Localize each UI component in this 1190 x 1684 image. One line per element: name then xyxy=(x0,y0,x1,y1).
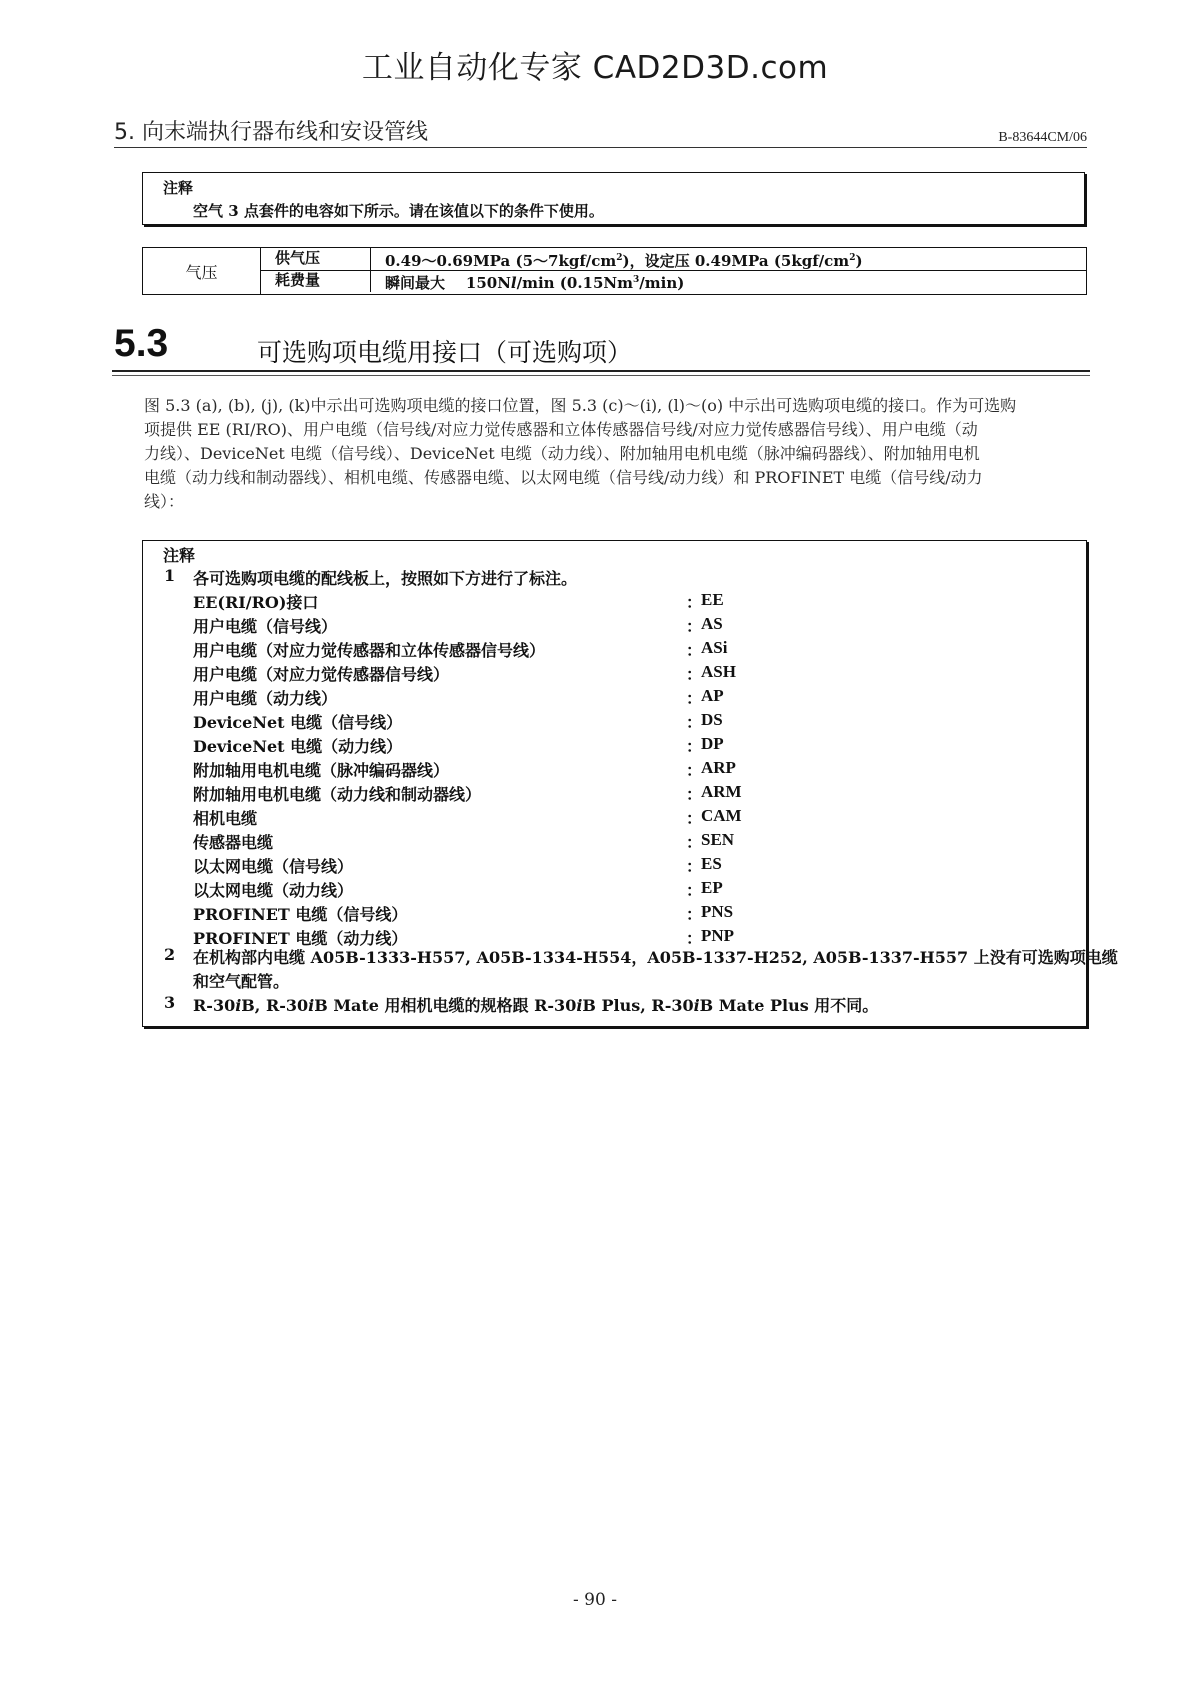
cable-code: AP xyxy=(701,686,724,705)
separator-colon: ： xyxy=(686,617,703,636)
item-text: R-30iB, R-30iB Mate 用相机电缆的规格跟 R-30iB Plus, R-30iB Mate Plus 用不同。 xyxy=(193,996,879,1015)
separator-colon: ： xyxy=(686,713,703,732)
row-label: 耗费量 xyxy=(261,270,371,292)
cable-label: DeviceNet 电缆（信号线） xyxy=(193,713,403,732)
separator-colon: ： xyxy=(686,833,703,852)
cable-code: EE xyxy=(701,590,724,609)
separator-colon: ： xyxy=(686,689,703,708)
separator-colon: ： xyxy=(686,809,703,828)
page-number: - 90 - xyxy=(573,1590,617,1610)
cable-label: 传感器电缆 xyxy=(193,833,274,852)
separator-colon: ： xyxy=(686,857,703,876)
cable-code: PNP xyxy=(701,926,735,945)
cable-label: 用户电缆（对应力觉传感器和立体传感器信号线） xyxy=(193,641,546,660)
cable-label: 以太网电缆（信号线） xyxy=(193,857,354,876)
section-number: 5.3 xyxy=(114,322,169,365)
intro-paragraph xyxy=(144,394,1086,514)
item-number: 1 xyxy=(164,566,176,585)
cable-label: DeviceNet 电缆（动力线） xyxy=(193,737,403,756)
intro-line: 项提供 EE (RI/RO)、用户电缆（信号线/对应力觉传感器和立体传感器信号线/对应力觉传感器信号线）、用户电缆（动 xyxy=(144,420,978,439)
cable-code: AS xyxy=(701,614,723,633)
table-row-supply-pressure xyxy=(261,248,1086,271)
cable-label: 相机电缆 xyxy=(193,809,258,828)
cable-code: CAM xyxy=(701,806,742,825)
table-row-consumption xyxy=(261,270,1086,292)
separator-colon: ： xyxy=(686,905,703,924)
chapter-title: 5. 向末端执行器布线和安设管线 xyxy=(114,120,428,145)
note-title: 注释 xyxy=(163,546,196,565)
cable-label: 用户电缆（信号线） xyxy=(193,617,338,636)
cable-code: ARM xyxy=(701,782,742,801)
cable-code: EP xyxy=(701,878,723,897)
cable-label: 用户电缆（动力线） xyxy=(193,689,338,708)
air-note-box xyxy=(142,172,1085,225)
cable-label: 用户电缆（对应力觉传感器信号线） xyxy=(193,665,450,684)
intro-line: 力线）、DeviceNet 电缆（信号线）、DeviceNet 电缆（动力线）、附加轴用电机电缆（脉冲编码器线）、附加轴用电机 xyxy=(144,444,980,463)
section-divider xyxy=(112,370,1090,372)
intro-line: 电缆（动力线和制动器线）、相机电缆、传感器电缆、以太网电缆（信号线/动力线）和 PROFINET 电缆（信号线/动力 xyxy=(144,468,983,487)
cable-label: EE(RI/RO)接口 xyxy=(193,593,319,612)
watermark-text: 工业自动化专家 CAD2D3D.com xyxy=(361,50,829,86)
table-header-air-pressure: 气压 xyxy=(143,248,261,294)
separator-colon: ： xyxy=(686,737,703,756)
row-label: 供气压 xyxy=(261,248,371,270)
cable-code: PNS xyxy=(701,902,734,921)
cable-code: ES xyxy=(701,854,722,873)
separator-colon: ： xyxy=(686,761,703,780)
cable-label: PROFINET 电缆（信号线） xyxy=(193,905,408,924)
cable-code: ASH xyxy=(701,662,736,681)
item-text: 和空气配管。 xyxy=(193,972,290,991)
air-pressure-table xyxy=(142,247,1087,295)
note-text: 空气 3 点套件的电容如下所示。请在该值以下的条件下使用。 xyxy=(193,202,604,220)
cable-label: 附加轴用电机电缆（脉冲编码器线） xyxy=(193,761,450,780)
cable-code: ARP xyxy=(701,758,736,777)
cable-code: DS xyxy=(701,710,723,729)
row-value: 0.49～0.69MPa $(5\sim 7kgf/cm^2)$，设定压 0.49MPa $(5kgf/cm^2)$ xyxy=(385,252,863,270)
note-title: 注释 xyxy=(163,179,194,197)
cable-label: PROFINET 电缆（动力线） xyxy=(193,929,408,948)
separator-colon: ： xyxy=(686,641,703,660)
item-number: 3 xyxy=(164,993,176,1012)
cable-code: SEN xyxy=(701,830,735,849)
intro-line: 图 5.3 (a), (b), (j), (k)中示出可选购项电缆的接口位置，图 5.3 (c)～(i), (l)～(o) 中示出可选购项电缆的接口。作为可选购 xyxy=(144,396,1017,415)
intro-line: 线）： xyxy=(144,492,185,511)
separator-colon: ： xyxy=(686,881,703,900)
separator-colon: ： xyxy=(686,665,703,684)
cable-note-box xyxy=(142,540,1118,1027)
item-text: 各可选购项电缆的配线板上，按照如下方进行了标注。 xyxy=(193,569,578,588)
cable-code: DP xyxy=(701,734,724,753)
section-divider-thin xyxy=(112,375,1090,376)
section-title: 可选购项电缆用接口（可选购项） xyxy=(257,338,633,367)
document-number: B-83644CM/06 xyxy=(998,130,1087,145)
row-value: 瞬间最大 150Nl/min (0.15Nm$^3$/min) xyxy=(385,274,685,292)
cable-label: 附加轴用电机电缆（动力线和制动器线） xyxy=(193,785,482,804)
separator-colon: ： xyxy=(686,785,703,804)
item-text: 在机构部内电缆 A05B-1333-H557, A05B-1334-H554，A05B-1337-H252, A05B-1337-H557 上没有可选购项电缆 xyxy=(193,948,1118,967)
item-number: 2 xyxy=(164,945,176,964)
cable-label: 以太网电缆（动力线） xyxy=(193,881,354,900)
page-header xyxy=(114,117,1087,148)
separator-colon: ： xyxy=(686,593,703,612)
separator-colon: ： xyxy=(686,929,703,948)
cable-code: ASi xyxy=(701,638,728,657)
